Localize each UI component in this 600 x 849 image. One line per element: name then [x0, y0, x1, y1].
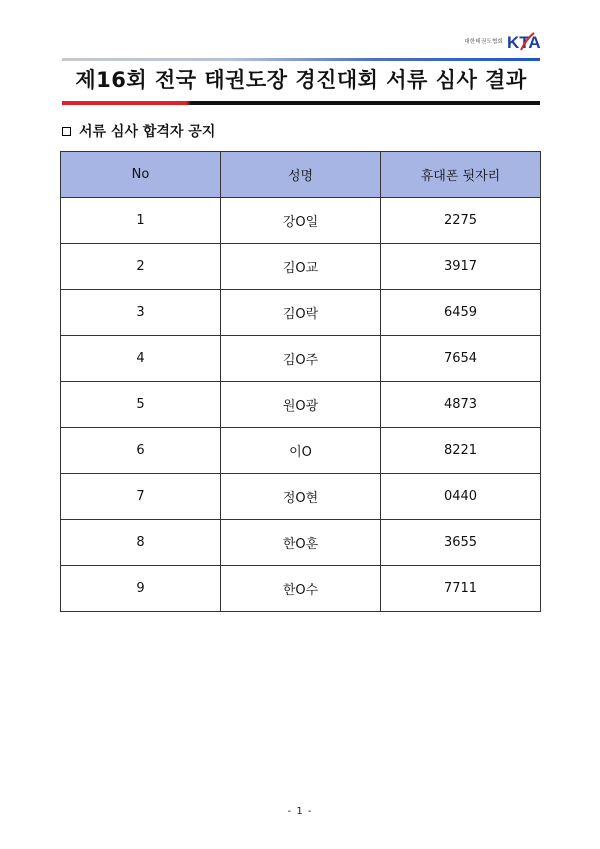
table-row — [61, 474, 541, 520]
table-row — [61, 336, 541, 382]
cell-name: 한O수 — [221, 566, 381, 612]
cell-phone: 7654 — [381, 336, 541, 382]
cell-phone: 4873 — [381, 382, 541, 428]
cell-no: 3 — [61, 290, 221, 336]
table-row — [61, 244, 541, 290]
table-row — [61, 198, 541, 244]
cell-name: 원O광 — [221, 382, 381, 428]
kta-logo-icon — [507, 30, 543, 52]
cell-no: 5 — [61, 382, 221, 428]
table-row — [61, 520, 541, 566]
table-row — [61, 428, 541, 474]
cell-name: 한O훈 — [221, 520, 381, 566]
cell-phone: 7711 — [381, 566, 541, 612]
header-no: No — [61, 152, 221, 198]
header-phone: 휴대폰 뒷자리 — [381, 152, 541, 198]
cell-name: 김O교 — [221, 244, 381, 290]
page-title: 제16회 전국 태권도장 경진대회 서류 심사 결과 — [75, 68, 527, 92]
section-heading-text: 서류 심사 합격자 공지 — [79, 124, 216, 140]
org-name: 대한태권도협회 — [464, 39, 503, 45]
cell-no: 4 — [61, 336, 221, 382]
cell-no: 2 — [61, 244, 221, 290]
cell-phone: 3917 — [381, 244, 541, 290]
table-header-row — [61, 152, 541, 198]
top-rule — [62, 58, 540, 61]
results-table — [60, 151, 541, 612]
cell-no: 1 — [61, 198, 221, 244]
logo-text: KTA — [507, 33, 541, 52]
page-number: - 1 - — [287, 806, 313, 817]
cell-phone: 2275 — [381, 198, 541, 244]
cell-no: 9 — [61, 566, 221, 612]
cell-name: 정O현 — [221, 474, 381, 520]
cell-no: 6 — [61, 428, 221, 474]
cell-name: 강O일 — [221, 198, 381, 244]
table-row — [61, 290, 541, 336]
kta-logo — [464, 30, 543, 52]
cell-no: 7 — [61, 474, 221, 520]
cell-phone: 3655 — [381, 520, 541, 566]
table-row — [61, 566, 541, 612]
cell-name: 김O락 — [221, 290, 381, 336]
cell-name: 김O주 — [221, 336, 381, 382]
cell-no: 8 — [61, 520, 221, 566]
cell-name: 이O — [221, 428, 381, 474]
cell-phone: 8221 — [381, 428, 541, 474]
section-heading — [62, 121, 215, 141]
title-underline — [62, 101, 540, 105]
cell-phone: 0440 — [381, 474, 541, 520]
checkbox-bullet-icon — [62, 127, 71, 136]
table-row — [61, 382, 541, 428]
header-name: 성명 — [221, 152, 381, 198]
cell-phone: 6459 — [381, 290, 541, 336]
